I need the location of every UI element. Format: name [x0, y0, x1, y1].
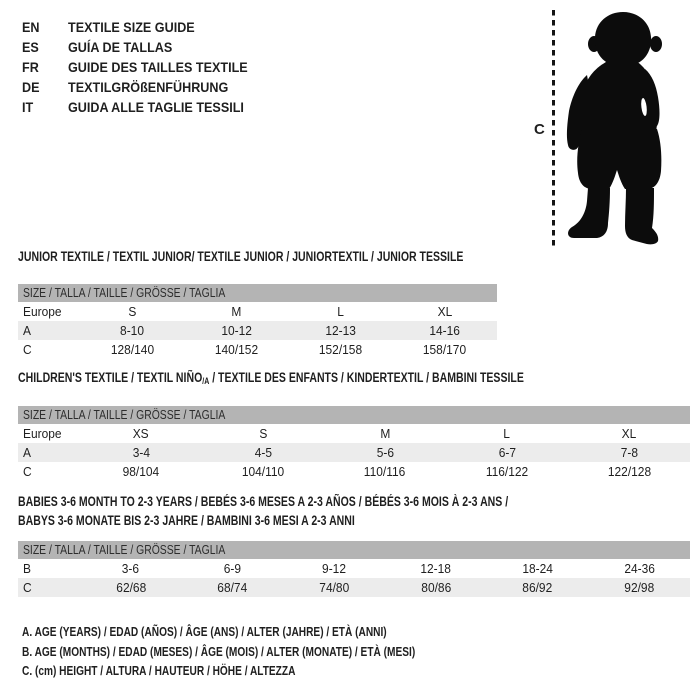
table-cell: S — [259, 426, 267, 441]
table-cell: 86/92 — [522, 580, 553, 595]
row-label: C — [23, 580, 32, 595]
table-cell: 122/128 — [607, 464, 651, 479]
height-measure-label: C — [534, 121, 545, 138]
table-cell: 12-18 — [420, 561, 452, 576]
table-cell: 9-12 — [322, 561, 347, 576]
table-cell: XL — [621, 426, 637, 441]
table-cell: 80/86 — [420, 580, 451, 595]
table-cell: 140/152 — [214, 342, 258, 357]
table-row-height-cm — [18, 340, 497, 359]
toddler-silhouette — [557, 5, 663, 247]
table-cell: 62/68 — [115, 580, 146, 595]
table-row-height-cm — [18, 578, 690, 597]
table-row-age-years — [18, 443, 690, 462]
table-cell: 98/104 — [122, 464, 160, 479]
language-row-de — [22, 77, 268, 97]
table-row-age-months — [18, 559, 690, 578]
footnote-c: C. (cm) HEIGHT / ALTURA / HAUTEUR / HÖHE / ALTEZZA — [22, 663, 296, 678]
language-code: IT — [22, 99, 34, 115]
language-code: FR — [22, 59, 39, 75]
language-row-fr — [22, 57, 268, 77]
table-row-age-years — [18, 321, 497, 340]
table-cell: XS — [133, 426, 149, 441]
size-header-bar: SIZE / TALLA / TAILLE / GRÖSSE / TAGLIA — [18, 284, 497, 302]
babies-textile-title: BABIES 3-6 MONTH TO 2-3 YEARS / BEBÉS 3-6 MESES A 2-3 AÑOS / BÉBÉS 3-6 MOIS À 2-3 ANS / BABYS 3-6 MONATE BIS 2-3 JAHRE / BAMBINI 3-6 MESI A 2-3 ANNI — [18, 494, 509, 528]
table-cell: L — [503, 426, 511, 441]
language-label: GUÍA DE TALLAS — [68, 39, 173, 55]
babies-size-table — [18, 541, 690, 597]
table-cell: 4-5 — [254, 445, 272, 460]
table-cell: 18-24 — [522, 561, 553, 576]
childrens-textile-title: CHILDREN'S TEXTILE / TEXTIL $NIÑO_{/A}$ / TEXTILE DES ENFANTS / KINDERTEXTIL / BAMBINI TESSILE — [18, 370, 524, 386]
table-cell: 12-13 — [325, 323, 356, 338]
table-cell: 104/110 — [241, 464, 285, 479]
table-cell: L — [337, 304, 344, 319]
size-header-bar: SIZE / TALLA / TAILLE / GRÖSSE / TAGLIA — [18, 541, 690, 559]
table-cell: 152/158 — [319, 342, 363, 357]
footnote-b: B. AGE (MONTHS) / EDAD (MESES) / ÂGE (MOIS) / ALTER (MONATE) / ETÀ (MESI) — [22, 643, 416, 659]
language-row-it — [22, 97, 268, 117]
table-cell: 7-8 — [620, 445, 638, 460]
table-cell: 68/74 — [217, 580, 248, 595]
junior-size-table — [18, 284, 497, 359]
table-cell: 3-6 — [122, 561, 140, 576]
table-cell: 24-36 — [623, 561, 655, 576]
table-cell: 8-10 — [120, 323, 145, 338]
table-cell: M — [231, 304, 242, 319]
table-cell: 74/80 — [319, 580, 350, 595]
size-header-bar: SIZE / TALLA / TAILLE / GRÖSSE / TAGLIA — [18, 406, 690, 424]
footnote-a: A. AGE (YEARS) / EDAD (AÑOS) / ÂGE (ANS) / ALTER (JAHRE) / ETÀ (ANNI) — [22, 624, 387, 639]
row-label: B — [23, 561, 31, 576]
height-measure-dashed-line — [551, 10, 556, 246]
language-label: GUIDE DES TAILLES TEXTILE — [68, 59, 248, 75]
row-label: C — [23, 464, 32, 479]
junior-textile-title: JUNIOR TEXTILE / TEXTIL JUNIOR/ TEXTILE JUNIOR / JUNIORTEXTIL / JUNIOR TESSILE — [18, 249, 464, 264]
row-label: A — [23, 323, 31, 338]
table-cell: 6-7 — [498, 445, 516, 460]
table-row-europe — [18, 424, 690, 443]
childrens-size-table — [18, 406, 690, 481]
table-cell: 3-4 — [132, 445, 150, 460]
language-row-es — [22, 37, 268, 57]
language-row-en — [22, 17, 268, 37]
row-label: Europe — [23, 426, 62, 441]
table-cell: 116/122 — [485, 464, 529, 479]
title-subscript: /A — [202, 376, 210, 386]
table-cell: S — [128, 304, 137, 319]
language-code: EN — [22, 19, 40, 35]
table-cell: 5-6 — [376, 445, 394, 460]
row-label: C — [23, 342, 32, 357]
table-cell: 10-12 — [221, 323, 252, 338]
table-cell: XL — [437, 304, 453, 319]
table-row-height-cm — [18, 462, 690, 481]
table-cell: 128/140 — [110, 342, 154, 357]
table-cell: M — [380, 426, 390, 441]
table-cell: 92/98 — [624, 580, 655, 595]
table-cell: 14-16 — [429, 323, 461, 338]
language-code: ES — [22, 39, 39, 55]
language-list — [22, 17, 268, 117]
table-cell: 110/116 — [364, 464, 406, 479]
footnotes — [22, 622, 526, 681]
row-label: A — [23, 445, 31, 460]
table-cell: 158/170 — [423, 342, 467, 357]
language-label: TEXTILGRÖßENFÜHRUNG — [68, 79, 229, 95]
language-label: TEXTILE SIZE GUIDE — [68, 19, 195, 35]
language-code: DE — [22, 79, 40, 95]
row-label: Europe — [23, 304, 62, 319]
table-row-europe — [18, 302, 497, 321]
table-cell: 6-9 — [223, 561, 242, 576]
language-label: GUIDA ALLE TAGLIE TESSILI — [68, 99, 244, 115]
